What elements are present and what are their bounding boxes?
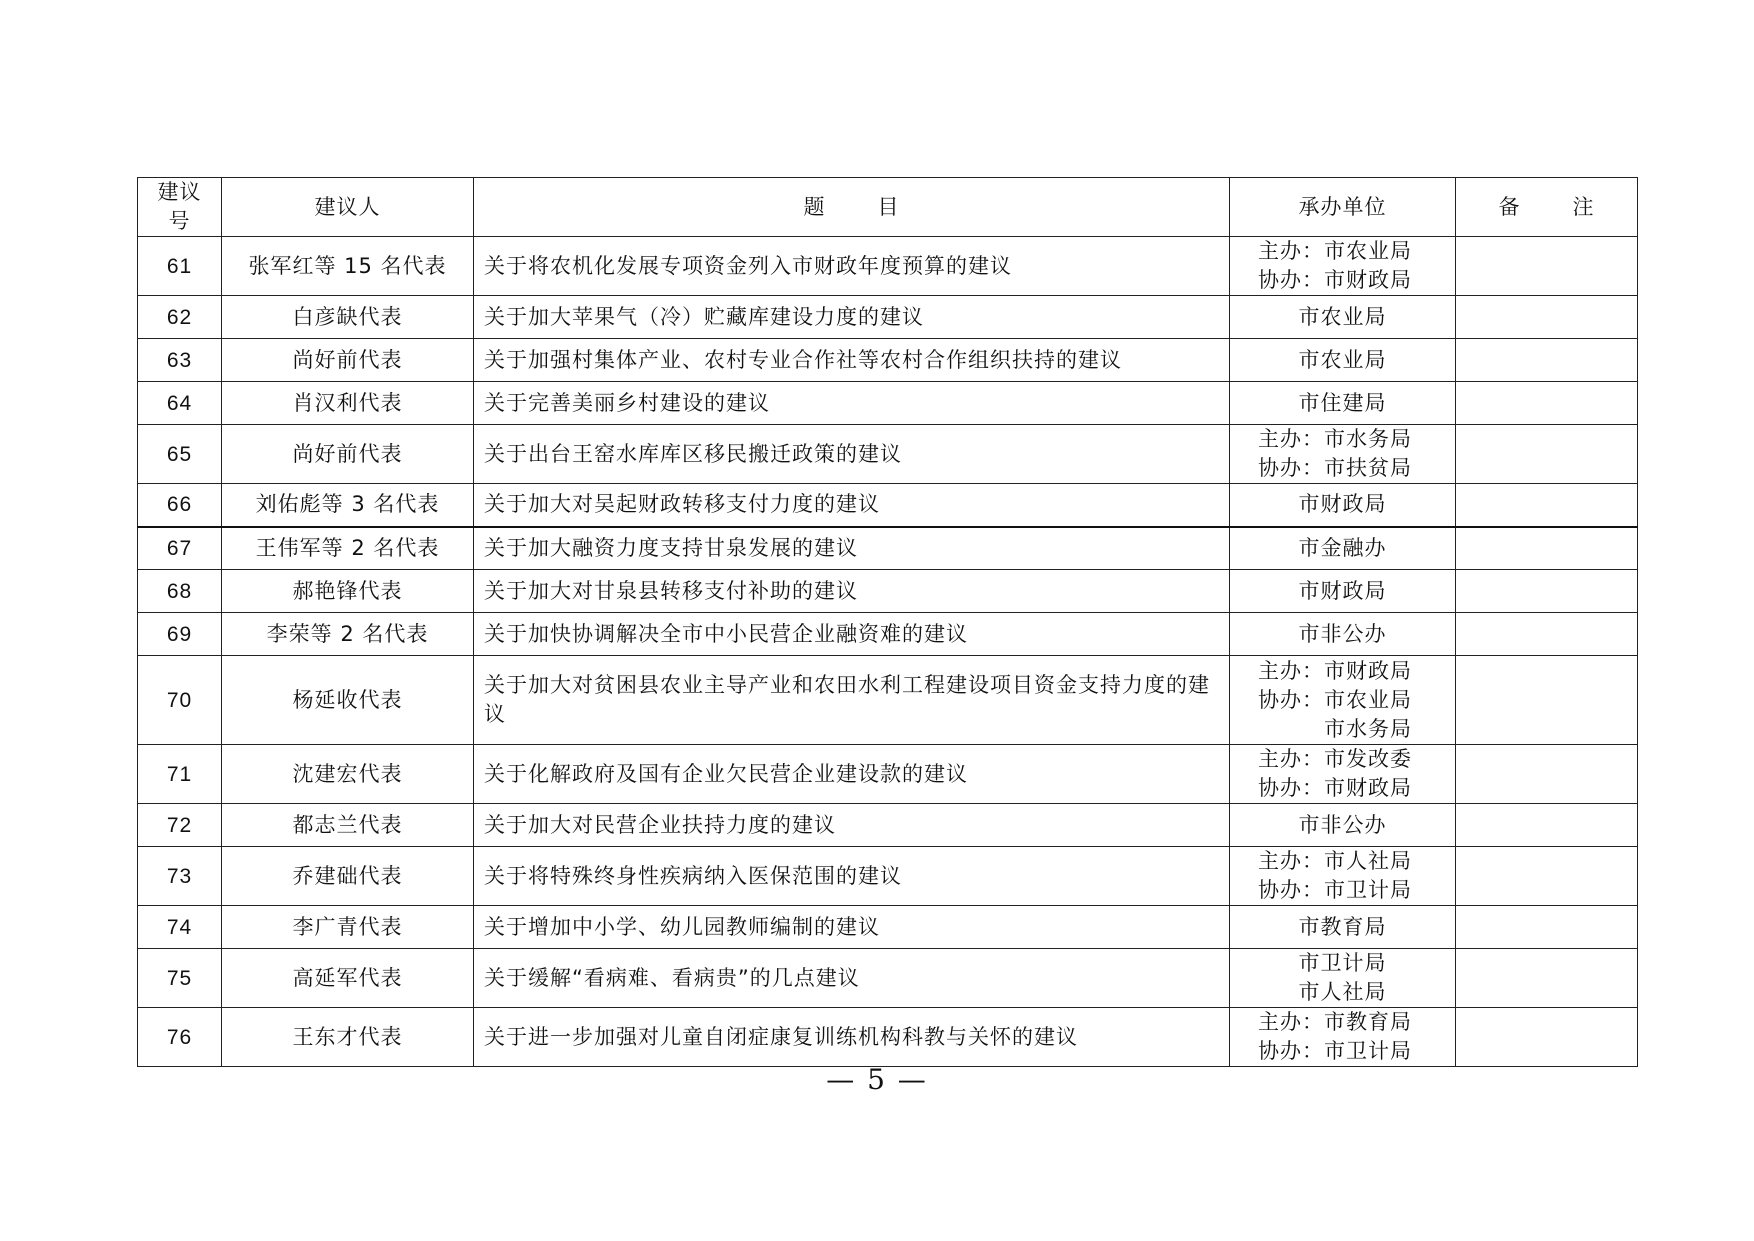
note-cell: [1456, 296, 1638, 339]
proposer-cell: 王伟军等 2 名代表: [222, 527, 474, 570]
proposer-cell: 高延军代表: [222, 949, 474, 1008]
proposer-cell: 尚好前代表: [222, 425, 474, 484]
title-cell: 关于加强村集体产业、农村专业合作社等农村合作组织扶持的建议: [474, 339, 1230, 382]
unit-line: 主办：市水务局: [1258, 427, 1412, 451]
header-note: 备 注: [1456, 178, 1638, 237]
header-units: 承办单位: [1230, 178, 1456, 237]
units-cell: [1230, 484, 1456, 527]
unit-line: 主办：市人社局: [1258, 849, 1412, 873]
note-cell: [1456, 847, 1638, 906]
title-cell: 关于化解政府及国有企业欠民营企业建设款的建议: [474, 745, 1230, 804]
table-row: [138, 425, 1638, 484]
unit-line: 协办：市卫计局: [1258, 1039, 1412, 1063]
unit-line: 市教育局: [1298, 914, 1387, 939]
table-row: [138, 745, 1638, 804]
unit-line: 协办：市卫计局: [1258, 878, 1412, 902]
table-row: [138, 804, 1638, 847]
title-cell: 关于加大对民营企业扶持力度的建议: [474, 804, 1230, 847]
title-cell: 关于加大对甘泉县转移支付补助的建议: [474, 570, 1230, 613]
proposer-cell: 郝艳锋代表: [222, 570, 474, 613]
row-number: 72: [138, 804, 222, 847]
proposer-cell: 李荣等 2 名代表: [222, 613, 474, 656]
table-row: [138, 906, 1638, 949]
table-body: [138, 237, 1638, 1067]
title-cell: 关于加快协调解决全市中小民营企业融资难的建议: [474, 613, 1230, 656]
note-cell: [1456, 339, 1638, 382]
proposer-cell: 乔建础代表: [222, 847, 474, 906]
proposer-cell: 沈建宏代表: [222, 745, 474, 804]
units-cell: [1230, 804, 1456, 847]
note-cell: [1456, 484, 1638, 527]
table-row: [138, 613, 1638, 656]
units-cell: [1230, 425, 1456, 484]
row-number: 71: [138, 745, 222, 804]
row-number: 63: [138, 339, 222, 382]
units-cell: [1230, 570, 1456, 613]
unit-line: 主办：市农业局: [1258, 239, 1412, 263]
proposer-cell: 肖汉利代表: [222, 382, 474, 425]
units-cell: [1230, 237, 1456, 296]
table-row: [138, 484, 1638, 527]
title-cell: 关于完善美丽乡村建设的建议: [474, 382, 1230, 425]
unit-line: 市人社局: [1298, 980, 1387, 1004]
title-cell: 关于加大对贫困县农业主导产业和农田水利工程建设项目资金支持力度的建议: [474, 656, 1230, 745]
units-cell: [1230, 296, 1456, 339]
title-cell: 关于进一步加强对儿童自闭症康复训练机构科教与关怀的建议: [474, 1008, 1230, 1067]
title-cell: 关于加大苹果气（冷）贮藏库建设力度的建议: [474, 296, 1230, 339]
proposer-cell: 杨延收代表: [222, 656, 474, 745]
unit-line: 市非公办: [1298, 621, 1387, 646]
units-cell: [1230, 382, 1456, 425]
unit-line: 协办：市财政局: [1258, 268, 1412, 292]
title-cell: 关于加大对吴起财政转移支付力度的建议: [474, 484, 1230, 527]
title-cell: 关于加大融资力度支持甘泉发展的建议: [474, 527, 1230, 570]
unit-line: 市住建局: [1298, 390, 1387, 415]
units-cell: [1230, 745, 1456, 804]
unit-line: 市财政局: [1298, 578, 1387, 603]
table-row: [138, 1008, 1638, 1067]
header-number: 建议号: [138, 178, 222, 237]
unit-line: 市农业局: [1298, 304, 1387, 329]
unit-line: 市卫计局: [1298, 951, 1387, 975]
proposer-cell: 王东才代表: [222, 1008, 474, 1067]
title-cell: 关于将农机化发展专项资金列入市财政年度预算的建议: [474, 237, 1230, 296]
note-cell: [1456, 804, 1638, 847]
unit-line: 市非公办: [1298, 812, 1387, 837]
row-number: 67: [138, 527, 222, 570]
row-number: 66: [138, 484, 222, 527]
proposer-cell: 都志兰代表: [222, 804, 474, 847]
header-row: [138, 178, 1638, 237]
note-cell: [1456, 570, 1638, 613]
units-cell: [1230, 656, 1456, 745]
page-number: — 5 —: [826, 1063, 928, 1096]
row-number: 64: [138, 382, 222, 425]
note-cell: [1456, 949, 1638, 1008]
note-cell: [1456, 1008, 1638, 1067]
row-number: 62: [138, 296, 222, 339]
header-proposer: 建议人: [222, 178, 474, 237]
units-cell: [1230, 1008, 1456, 1067]
row-number: 76: [138, 1008, 222, 1067]
row-number: 75: [138, 949, 222, 1008]
units-cell: [1230, 339, 1456, 382]
proposer-cell: 刘佑彪等 3 名代表: [222, 484, 474, 527]
note-cell: [1456, 382, 1638, 425]
proposer-cell: 张军红等 15 名代表: [222, 237, 474, 296]
proposer-cell: 李广青代表: [222, 906, 474, 949]
unit-line: 市农业局: [1298, 347, 1387, 372]
suggestions-table: [137, 177, 1638, 1067]
unit-line: 协办：市扶贫局: [1258, 456, 1412, 480]
unit-line: 主办：市财政局: [1258, 658, 1412, 683]
note-cell: [1456, 425, 1638, 484]
units-cell: [1230, 906, 1456, 949]
table-row: [138, 570, 1638, 613]
title-cell: 关于增加中小学、幼儿园教师编制的建议: [474, 906, 1230, 949]
units-cell: [1230, 613, 1456, 656]
unit-line: 主办：市教育局: [1258, 1010, 1412, 1034]
header-title: 题 目: [474, 178, 1230, 237]
row-number: 65: [138, 425, 222, 484]
table-row: [138, 949, 1638, 1008]
row-number: 70: [138, 656, 222, 745]
note-cell: [1456, 613, 1638, 656]
unit-line: 协办：市财政局: [1258, 776, 1412, 800]
unit-line: 市财政局: [1298, 492, 1387, 517]
table-row: [138, 237, 1638, 296]
title-cell: 关于将特殊终身性疾病纳入医保范围的建议: [474, 847, 1230, 906]
row-number: 61: [138, 237, 222, 296]
table-row: [138, 382, 1638, 425]
note-cell: [1456, 527, 1638, 570]
row-number: 73: [138, 847, 222, 906]
table-row: [138, 527, 1638, 570]
units-cell: [1230, 847, 1456, 906]
title-cell: 关于缓解“看病难、看病贵”的几点建议: [474, 949, 1230, 1008]
note-cell: [1456, 906, 1638, 949]
note-cell: [1456, 656, 1638, 745]
table-row: [138, 847, 1638, 906]
table-row: [138, 656, 1638, 745]
proposer-cell: 尚好前代表: [222, 339, 474, 382]
unit-line: 主办：市发改委: [1258, 747, 1412, 771]
row-number: 68: [138, 570, 222, 613]
unit-line: 市水务局: [1258, 716, 1412, 741]
table-row: [138, 339, 1638, 382]
unit-line: 协办：市农业局: [1258, 687, 1412, 712]
row-number: 69: [138, 613, 222, 656]
unit-line: 市金融办: [1298, 535, 1387, 560]
table-row: [138, 296, 1638, 339]
title-cell: 关于出台王窑水库库区移民搬迁政策的建议: [474, 425, 1230, 484]
units-cell: [1230, 949, 1456, 1008]
proposer-cell: 白彦缺代表: [222, 296, 474, 339]
units-cell: [1230, 527, 1456, 570]
row-number: 74: [138, 906, 222, 949]
note-cell: [1456, 745, 1638, 804]
note-cell: [1456, 237, 1638, 296]
